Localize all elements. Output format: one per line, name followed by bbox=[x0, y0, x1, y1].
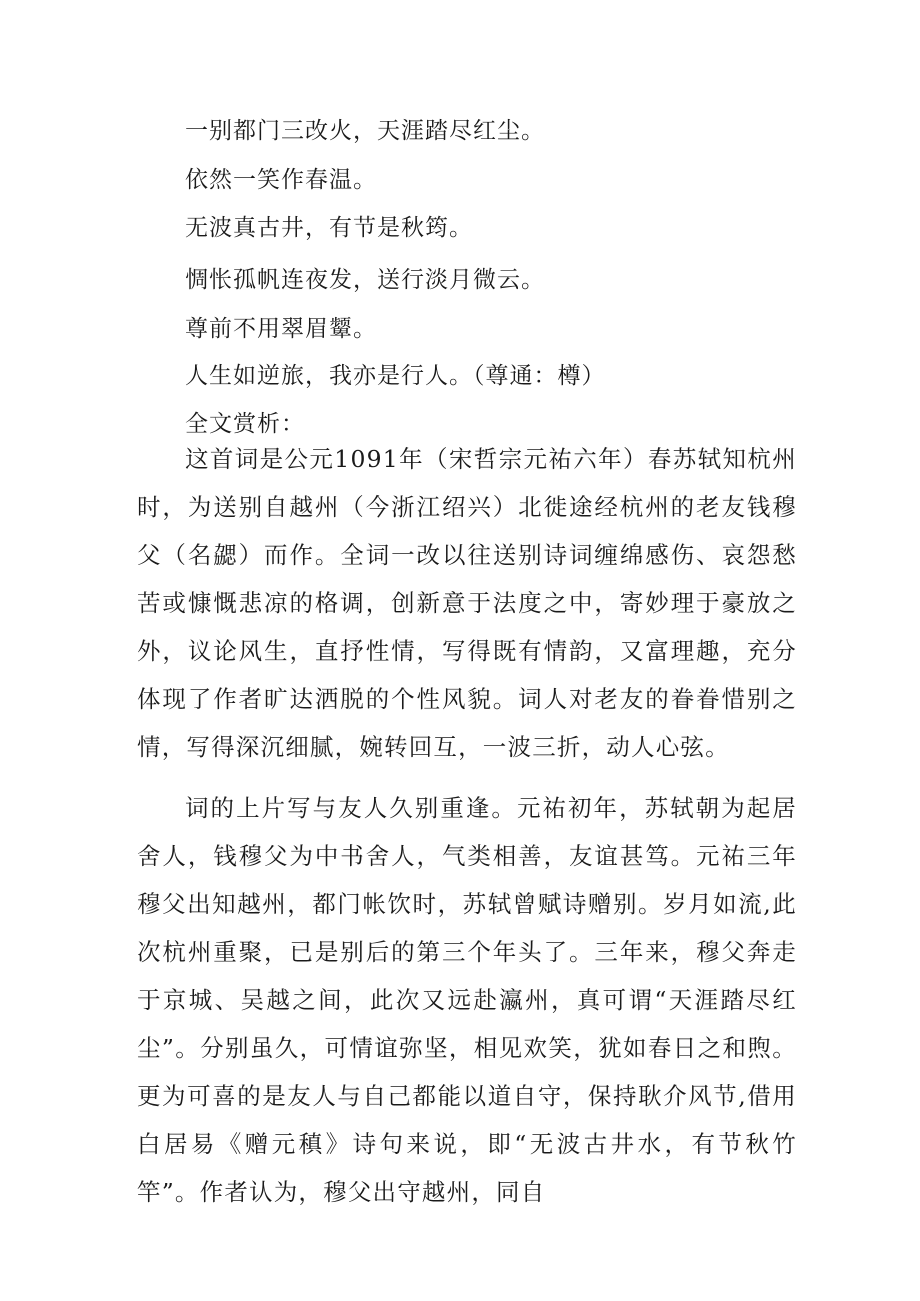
poem-line-4: 惆怅孤帆连夜发，送行淡月微云。 bbox=[185, 267, 545, 293]
poem-line-5: 尊前不用翠眉颦。 bbox=[185, 316, 377, 342]
poem-line-3: 无波真古井，有节是秋筠。 bbox=[185, 215, 473, 241]
analysis-paragraph-1: 这首词是公元1091年（宋哲宗元祐六年）春苏轼知杭州时，为送别自越州（今浙江绍兴）北徙途经杭州的老友钱穆父（名勰）而作。全词一改以往送别诗词缠绵感伤、哀怨愁苦或慷慨悲凉的格调，创新意于法度之中，寄妙理于豪放之外，议论风生，直抒性情，写得既有情韵，又富理趣，充分体现了作者旷达洒脱的个性风貌。词人对老友的眷眷惜别之情，写得深沉细腻，婉转回互，一波三折，动人心弦。 bbox=[137, 445, 797, 761]
analysis-heading: 全文赏析： bbox=[185, 411, 305, 437]
analysis-paragraph-2: 词的上片写与友人久别重逢。元祐初年，苏轼朝为起居舍人，钱穆父为中书舍人，气类相善，友谊甚笃。元祐三年穆父出知越州，都门帐饮时，苏轼曾赋诗赠别。岁月如流,此次杭州重聚，已是别后的第三个年头了。三年来，穆父奔走于京城、吴越之间，此次又远赴瀛州，真可谓“天涯踏尽红尘”。分别虽久，可情谊弥坚，相见欢笑，犹如春日之和煦。更为可喜的是友人与自己都能以道自守，保持耿介风节,借用白居易《赠元稹》诗句来说，即“无波古井水，有节秋竹竿”。作者认为，穆父出守越州，同自 bbox=[137, 794, 797, 1206]
poem-line-1: 一别都门三改火，天涯踏尽红尘。 bbox=[185, 118, 545, 144]
poem-line-6: 人生如逆旅，我亦是行人。（尊通：樽） bbox=[185, 363, 606, 389]
poem-line-2: 依然一笑作春温。 bbox=[185, 167, 377, 193]
